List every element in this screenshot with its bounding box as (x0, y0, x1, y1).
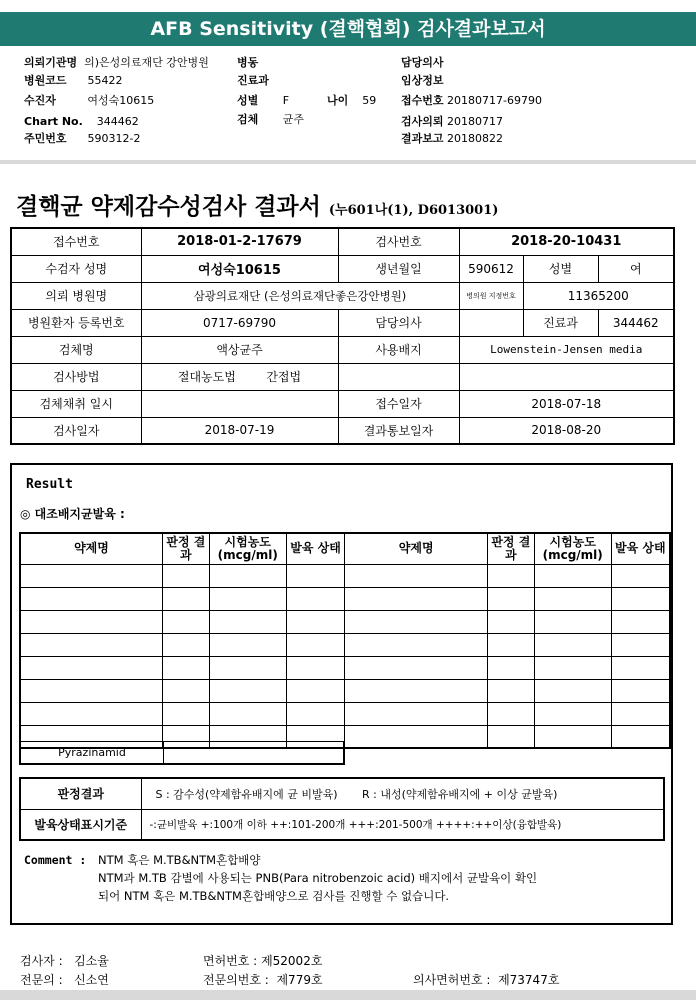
table-cell (162, 656, 209, 679)
dept-label: 진료과 (237, 74, 269, 87)
table-cell (162, 702, 209, 725)
dept-value: 344462 (598, 309, 674, 336)
specialist-field: 전문의 : 신소연 (20, 973, 109, 987)
table-cell (209, 633, 286, 656)
table-row (20, 564, 670, 587)
report-code: (누601나(1), D6013001) (328, 203, 499, 218)
table-row (11, 363, 674, 390)
test-date: 2018-07-19 (141, 417, 338, 444)
table-cell (20, 679, 162, 702)
table-row (11, 309, 674, 336)
doctor-name (459, 309, 523, 336)
page-title: 결핵균 약제감수성검사 결과서 (누601나(1), D6013001) (16, 193, 499, 220)
cell-label: 담당의사 (338, 309, 459, 336)
table-cell (209, 702, 286, 725)
table-cell (345, 656, 487, 679)
table-cell (534, 610, 611, 633)
table-row (20, 809, 664, 840)
chart-no-row: Chart No. 344462 (24, 115, 139, 128)
table-header-row (20, 533, 670, 564)
col-judgement: 판정 결과 (162, 533, 209, 564)
media-name: Lowenstein-Jensen media (459, 336, 674, 363)
table-cell (534, 725, 611, 748)
birth-date: 590612 (459, 255, 523, 282)
receipt-no-row: 접수번호 20180717-69790 (401, 94, 542, 107)
table-cell (209, 564, 286, 587)
patient-info-table (10, 227, 675, 445)
pyrazinamid-label: Pyrazinamid (21, 742, 164, 763)
table-row (20, 679, 670, 702)
table-cell (487, 656, 534, 679)
table-cell (487, 702, 534, 725)
table-cell (534, 656, 611, 679)
table-cell (162, 564, 209, 587)
col-growth: 발육 상태 (611, 533, 670, 564)
table-cell (345, 702, 487, 725)
table-cell (209, 587, 286, 610)
table-row (11, 390, 674, 417)
patient-name: 여성숙10615 (141, 255, 338, 282)
table-cell (345, 725, 487, 748)
cell-label: 검사번호 (338, 228, 459, 255)
test-method: 절대농도법 간접법 (141, 363, 338, 390)
hospital-name: 삼광의료재단 (은성의료재단좋은강안병원) (141, 282, 459, 309)
table-row (11, 336, 674, 363)
table-cell (162, 587, 209, 610)
table-cell (487, 610, 534, 633)
hospital-code: 11365200 (523, 282, 674, 309)
table-row (20, 656, 670, 679)
table-cell (209, 610, 286, 633)
footer-divider (0, 990, 696, 1000)
growth-standard-label: 발육상태표시기준 (20, 809, 141, 840)
test-no: 2018-20-10431 (459, 228, 674, 255)
col-judgement: 판정 결과 (487, 533, 534, 564)
table-cell (20, 564, 162, 587)
judgement-label: 판정결과 (20, 778, 141, 809)
table-cell (345, 679, 487, 702)
table-cell (162, 610, 209, 633)
table-row (11, 282, 674, 309)
table-cell (487, 633, 534, 656)
drug-result-table (19, 532, 671, 749)
registration-no: 0717-69790 (141, 309, 338, 336)
tester-field: 검사자 : 김소율 (20, 954, 109, 968)
cell-label: 수검자 성명 (11, 255, 141, 282)
legend-table (19, 777, 665, 841)
cell-label: 검체채취 일시 (11, 390, 141, 417)
table-cell (345, 633, 487, 656)
report-title-bar: AFB Sensitivity (결핵협회) 검사결과보고서 (0, 12, 696, 46)
table-cell (611, 725, 670, 748)
table-cell (345, 587, 487, 610)
col-concentration: 시험농도 (mcg/ml) (534, 533, 611, 564)
clinical-info-row: 임상정보 (401, 74, 444, 87)
table-cell (345, 610, 487, 633)
table-cell (20, 587, 162, 610)
table-cell (345, 564, 487, 587)
comment-text: NTM 혹은 M.TB&NTM혼합배양 NTM과 M.TB 감별에 사용되는 PNB(Para nitrobenzoic acid) 배지에서 균발육이 확인 되어 NTM 혹은 M.TB&NTM혼합배양으로 검사를 진행할 수 없습니다. (98, 853, 538, 903)
empty-cell (459, 363, 674, 390)
col-drug-name: 약제명 (20, 533, 162, 564)
table-cell (534, 564, 611, 587)
sex-field: 성별 F (237, 94, 290, 107)
table-cell (611, 633, 670, 656)
receipt-date: 2018-07-18 (459, 390, 674, 417)
table-cell (209, 656, 286, 679)
report-date: 2018-08-20 (459, 417, 674, 444)
header-divider (0, 160, 696, 164)
table-cell (611, 564, 670, 587)
cell-label: 검사일자 (11, 417, 141, 444)
table-cell (611, 587, 670, 610)
control-growth-label: ◎ 대조배지균발육 : (20, 507, 125, 521)
table-row (11, 417, 674, 444)
referral-org-row: 의뢰기관명 의)은성의료재단 강안병원 (24, 56, 209, 69)
cell-label: 의뢰 병원명 (11, 282, 141, 309)
table-cell (209, 679, 286, 702)
table-cell (20, 610, 162, 633)
table-cell (20, 656, 162, 679)
table-cell (534, 587, 611, 610)
patient-sex: 여 (598, 255, 674, 282)
table-cell (487, 725, 534, 748)
table-cell (534, 633, 611, 656)
cell-label: 결과통보일자 (338, 417, 459, 444)
license-field: 면허번호 : 제52002호 (203, 954, 323, 968)
table-cell (20, 702, 162, 725)
pyrazinamid-row (19, 741, 345, 765)
table-cell (162, 679, 209, 702)
cell-label: 접수번호 (11, 228, 141, 255)
table-cell (611, 656, 670, 679)
table-cell (611, 610, 670, 633)
specimen-field: 검체 균주 (237, 113, 305, 126)
table-cell (534, 679, 611, 702)
age-field: 나이 59 (327, 94, 377, 107)
table-cell (487, 564, 534, 587)
table-cell (162, 633, 209, 656)
table-row (20, 702, 670, 725)
cell-label: 검체명 (11, 336, 141, 363)
cell-label: 접수일자 (338, 390, 459, 417)
table-cell (487, 587, 534, 610)
collect-date (141, 390, 338, 417)
table-row (20, 587, 670, 610)
table-cell (286, 679, 345, 702)
judgement-text: S : 감수성(약제함유배지에 균 비발육) R : 내성(약제함유배지에 + 이상 균발육) (141, 778, 664, 809)
resident-no-row: 주민번호 590312-2 (24, 132, 141, 145)
receipt-no: 2018-01-2-17679 (141, 228, 338, 255)
result-title: Result (26, 477, 73, 492)
hospital-code-row: 병원코드 55422 (24, 74, 123, 87)
cell-label: 생년월일 (338, 255, 459, 282)
col-drug-name: 약제명 (345, 533, 487, 564)
table-row (11, 255, 674, 282)
table-row (20, 633, 670, 656)
table-cell (286, 564, 345, 587)
table-cell (286, 610, 345, 633)
patient-row: 수진자 여성숙10615 (24, 94, 155, 107)
growth-standard-text: -:균비발육 +:100개 이하 ++:101-200개 +++:201-500개 ++++:++이상(융합발육) (141, 809, 664, 840)
table-cell (487, 679, 534, 702)
col-concentration: 시험농도 (mcg/ml) (209, 533, 286, 564)
table-cell (20, 633, 162, 656)
result-section (10, 463, 673, 925)
request-date-row: 검사의뢰 20180717 (401, 115, 504, 128)
table-row (20, 778, 664, 809)
table-cell (286, 633, 345, 656)
table-cell (286, 656, 345, 679)
cell-label: 검사방법 (11, 363, 141, 390)
report-date-row: 결과보고 20180822 (401, 132, 504, 145)
cell-label: 병의원 지정번호 (459, 282, 523, 309)
cell-label: 성별 (523, 255, 598, 282)
attending-doctor-row: 담당의사 (401, 56, 444, 69)
cell-label: 병원환자 등록번호 (11, 309, 141, 336)
table-row (20, 610, 670, 633)
col-growth: 발육 상태 (286, 533, 345, 564)
specialist-no-field: 전문의번호 : 제779호 (203, 973, 323, 987)
table-cell (286, 702, 345, 725)
table-cell (286, 587, 345, 610)
table-cell (611, 702, 670, 725)
table-row (11, 228, 674, 255)
table-cell (534, 702, 611, 725)
doctor-license-field: 의사면허번호 : 제73747호 (413, 973, 560, 987)
specimen-name: 액상균주 (141, 336, 338, 363)
cell-label: 사용배지 (338, 336, 459, 363)
comment-label: Comment : (24, 853, 87, 867)
cell-label: 진료과 (523, 309, 598, 336)
table-cell (611, 679, 670, 702)
empty-cell (338, 363, 459, 390)
ward-label: 병동 (237, 56, 259, 69)
